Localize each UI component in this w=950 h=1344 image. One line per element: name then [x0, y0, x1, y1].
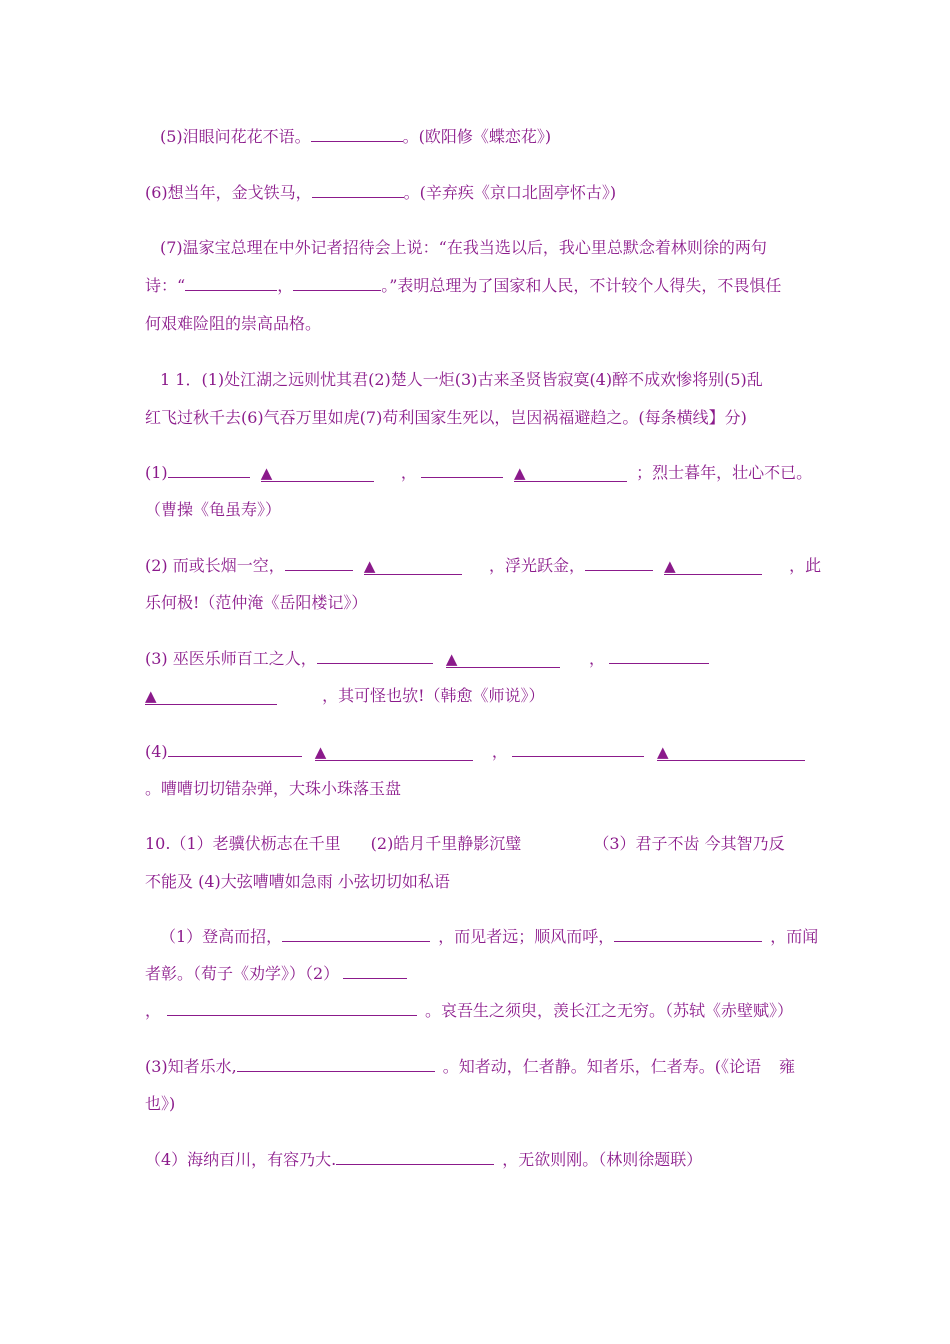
fill-text: ，此 — [789, 556, 822, 575]
fill-1-source — [145, 500, 281, 520]
quote-1 — [160, 927, 818, 947]
fill-text: ， — [491, 742, 508, 761]
triangle-marker-icon: ▲ — [514, 466, 627, 482]
answer-text: 1 1．(1)处江湖之远则忧其君(2)楚人一炬(3)古来圣贤皆寂寞(4)醉不成欢惨将别(5)乱 — [160, 370, 763, 389]
fill-2-source — [145, 593, 367, 613]
blank[interactable] — [168, 742, 302, 757]
quote-text: ， — [145, 1001, 162, 1020]
fill-4 — [145, 742, 805, 762]
item-7-text: (7)温家宝总理在中外记者招待会上说：“在我当选以后，我心里总默念着林则徐的两句 — [160, 238, 767, 257]
item-5-text: (5)泪眼问花花不语。 — [160, 127, 311, 146]
quote-text: (3)知者乐水, — [145, 1057, 237, 1076]
quote-text: 。知者动，仁者静。知者乐，仁者寿。(《论语 — [442, 1057, 762, 1076]
item-7-text: 何艰难险阻的崇高品格。 — [145, 314, 322, 333]
fill-text: ，浮光跃金， — [488, 556, 585, 575]
answer-11-line2 — [145, 408, 747, 428]
fill-4-line2 — [145, 779, 401, 799]
quote-text: ，而见者远；顺风而呼， — [438, 927, 615, 946]
quote-text: 者彰。（荀子《劝学》）（2） — [145, 964, 340, 983]
blank[interactable] — [585, 556, 653, 571]
fill-text: (2) 而或长烟一空， — [145, 556, 285, 575]
blank[interactable] — [311, 127, 403, 142]
fill-source: 乐何极!（范仲淹《岳阳楼记》） — [145, 593, 368, 612]
blank[interactable] — [285, 556, 353, 571]
blank[interactable] — [317, 649, 433, 664]
fill-text: (3) 巫医乐师百工之人， — [145, 649, 317, 668]
quote-2 — [145, 1001, 793, 1021]
blank[interactable] — [293, 276, 381, 291]
fill-3 — [145, 649, 709, 669]
fill-source: （曹操《龟虽寿》） — [145, 500, 282, 519]
quote-3 — [145, 1057, 795, 1077]
fill-text: ；烈士暮年，壮心不已。 — [636, 463, 813, 482]
fill-1 — [145, 463, 812, 483]
fill-number: (4) — [145, 742, 168, 761]
fill-2 — [145, 556, 821, 576]
quote-text: （1）登高而招， — [160, 927, 283, 946]
item-7-line3 — [145, 314, 321, 334]
answer-11-line1 — [160, 370, 763, 390]
blank[interactable] — [343, 964, 407, 979]
item-6 — [145, 183, 616, 203]
fill-text: ， — [588, 649, 605, 668]
fill-text: 。嘈嘈切切错杂弹，大珠小珠落玉盘 — [145, 779, 402, 798]
item-6-source: 。(辛弃疾《京口北固亭怀古》) — [403, 183, 617, 202]
blank[interactable] — [312, 183, 404, 198]
fill-number: (1) — [145, 463, 168, 482]
quote-text: ，无欲则刚。（林则徐题联） — [502, 1150, 703, 1169]
quote-text: （4）海纳百川，有容乃大. — [145, 1150, 337, 1169]
quote-3-line2 — [145, 1094, 175, 1114]
blank[interactable] — [512, 742, 644, 757]
item-5 — [160, 127, 551, 147]
item-7-text: 。”表明总理为了国家和人民，不计较个人得失，不畏惧任 — [381, 276, 782, 295]
triangle-marker-icon: ▲ — [446, 652, 560, 668]
fill-source: ，其可怪也欤!（韩愈《师说》） — [322, 686, 545, 705]
item-7-line2 — [145, 276, 781, 296]
item-7-text: ， — [277, 276, 294, 295]
triangle-marker-icon: ▲ — [364, 559, 462, 575]
item-7-text: 诗：“ — [145, 276, 186, 295]
item-5-source: 。(欧阳修《蝶恋花》) — [402, 127, 552, 146]
answer-10-line2 — [145, 872, 450, 892]
blank[interactable] — [614, 927, 762, 942]
blank[interactable] — [237, 1057, 435, 1072]
blank[interactable] — [168, 463, 250, 478]
triangle-marker-icon: ▲ — [657, 745, 805, 761]
answer-text: 10.（1）老骥伏枥志在千里 — [145, 834, 341, 853]
fill-3-line2 — [145, 686, 545, 706]
item-7-line1 — [160, 238, 767, 258]
answer-text: （3）君子不齿 今其智乃反 — [593, 834, 785, 853]
blank[interactable] — [282, 927, 430, 942]
answer-10-line1 — [145, 834, 785, 854]
quote-text: ，而闻 — [770, 927, 819, 946]
triangle-marker-icon: ▲ — [664, 559, 762, 575]
triangle-marker-icon: ▲ — [145, 689, 277, 705]
blank[interactable] — [421, 463, 503, 478]
blank[interactable] — [609, 649, 709, 664]
quote-4 — [145, 1150, 702, 1170]
answer-text: (2)皓月千里静影沉璧 — [370, 834, 522, 853]
triangle-marker-icon: ▲ — [261, 466, 374, 482]
answer-text: 不能及 (4)大弦嘈嘈如急雨 小弦切切如私语 — [145, 872, 450, 891]
blank[interactable] — [167, 1001, 417, 1016]
item-6-text: (6)想当年，金戈铁马， — [145, 183, 312, 202]
quote-text: 也》) — [145, 1094, 176, 1113]
blank[interactable] — [185, 276, 277, 291]
fill-text: ， — [400, 463, 417, 482]
quote-text: 。哀吾生之须臾，羡长江之无穷。（苏轼《赤壁赋》） — [425, 1001, 794, 1020]
triangle-marker-icon: ▲ — [315, 745, 473, 761]
quote-text: 雍 — [779, 1057, 796, 1076]
blank[interactable] — [336, 1150, 494, 1165]
quote-1-line2 — [145, 964, 407, 984]
answer-text: 红飞过秋千去(6)气吞万里如虎(7)苟利国家生死以，岂因祸福避趋之。(每条横线】分) — [145, 408, 747, 427]
